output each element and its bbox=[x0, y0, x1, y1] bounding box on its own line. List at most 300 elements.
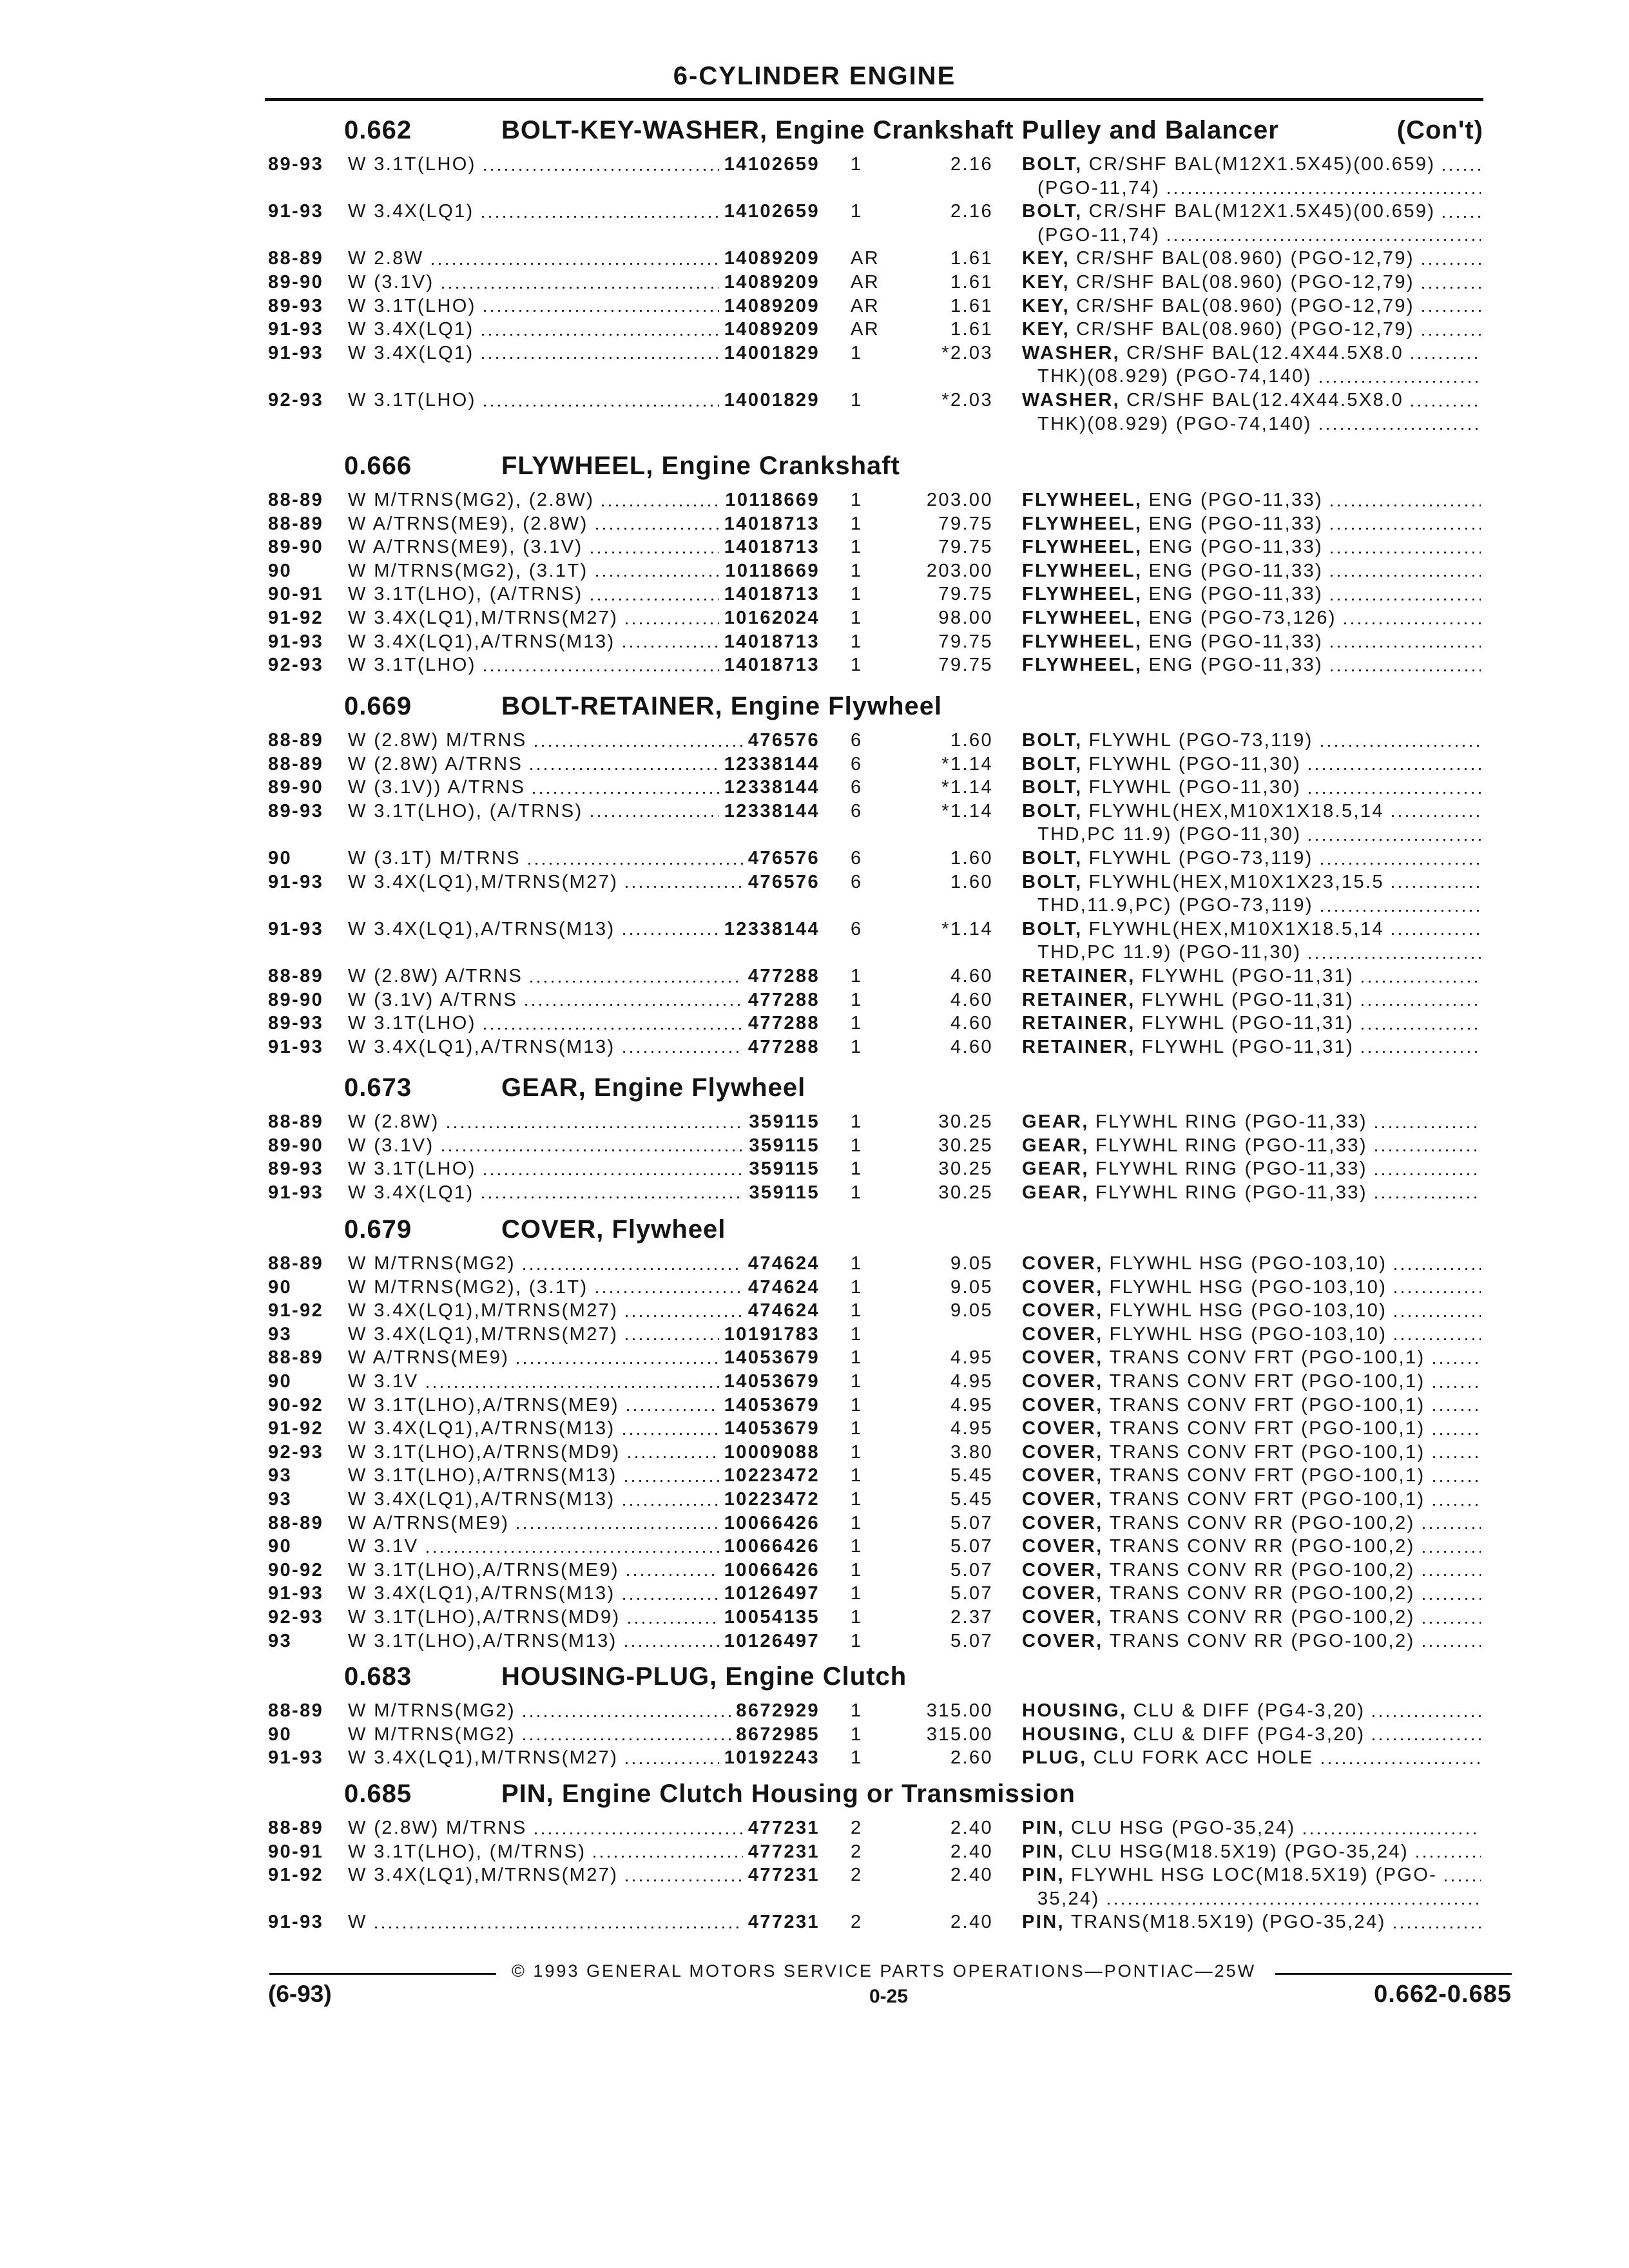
part-number: 14089209 bbox=[724, 248, 820, 269]
parts-row bbox=[0, 1464, 1629, 1488]
model-spec: W 3.1T(LHO) bbox=[348, 655, 476, 676]
model-part bbox=[348, 247, 820, 271]
description bbox=[1022, 1252, 1486, 1276]
quantity: 1 bbox=[851, 389, 863, 410]
parts-row bbox=[0, 1582, 1629, 1606]
model-part bbox=[348, 1346, 820, 1370]
description bbox=[1022, 512, 1486, 536]
description-continuation: THK)(08.929) (PGO-74,140) bbox=[1037, 366, 1312, 387]
description-text: FLYWHL (PGO-73,119) bbox=[1088, 847, 1313, 869]
description-label: FLYWHEEL, bbox=[1022, 490, 1142, 510]
price: 4.95 bbox=[950, 1347, 993, 1369]
description-label: KEY, bbox=[1022, 248, 1070, 269]
price: *1.14 bbox=[941, 753, 993, 774]
dot-leader bbox=[588, 814, 719, 818]
description-text: ENG (PGO-73,126) bbox=[1148, 607, 1336, 628]
model-spec: W A/TRNS(ME9), (3.1V) bbox=[348, 537, 583, 558]
description bbox=[1037, 412, 1486, 436]
part-number: 12338144 bbox=[724, 753, 820, 774]
description-text: CR/SHF BAL(M12X1.5X45)(00.659) bbox=[1088, 201, 1436, 222]
part-number: 12338144 bbox=[724, 777, 820, 798]
model-part bbox=[348, 1629, 820, 1653]
description-label: PLUG, bbox=[1022, 1747, 1087, 1769]
parts-row bbox=[0, 318, 1629, 341]
dot-leader bbox=[624, 1573, 719, 1577]
part-number: 14018713 bbox=[724, 655, 820, 676]
dot-leader bbox=[1420, 1550, 1481, 1553]
description bbox=[1022, 341, 1486, 365]
price: 4.95 bbox=[950, 1370, 993, 1392]
year-range: 91-92 bbox=[268, 1300, 324, 1321]
model-part bbox=[348, 1134, 820, 1158]
model-spec: W 3.4X(LQ1),M/TRNS(M27) bbox=[348, 871, 619, 892]
description-label: RETAINER, bbox=[1022, 1036, 1135, 1057]
dot-leader bbox=[481, 168, 719, 171]
description-label: PIN, bbox=[1022, 1912, 1065, 1933]
description bbox=[1037, 224, 1486, 247]
part-number: 10066426 bbox=[724, 1512, 820, 1533]
description-text: TRANS CONV RR (PGO-100,2) bbox=[1109, 1583, 1415, 1604]
description-text: CR/SHF BAL(08.960) (PGO-12,79) bbox=[1076, 319, 1414, 340]
price: 203.00 bbox=[926, 490, 993, 510]
dot-leader bbox=[623, 1314, 742, 1318]
description bbox=[1022, 1134, 1486, 1158]
dot-leader bbox=[621, 1503, 719, 1506]
section-header bbox=[0, 116, 1629, 153]
year-range: 90-92 bbox=[268, 1559, 324, 1581]
description-label: FLYWHEEL, bbox=[1022, 560, 1142, 581]
description-label: COVER, bbox=[1022, 1465, 1103, 1486]
model-part bbox=[348, 1110, 820, 1134]
part-number: 10126497 bbox=[724, 1630, 820, 1651]
quantity: 1 bbox=[851, 1630, 863, 1651]
dot-leader bbox=[439, 1149, 744, 1152]
quantity: 1 bbox=[851, 1300, 863, 1321]
model-part bbox=[348, 1559, 820, 1582]
description bbox=[1022, 630, 1486, 654]
quantity: 1 bbox=[851, 342, 863, 363]
parts-row bbox=[0, 1181, 1629, 1205]
quantity: AR bbox=[851, 271, 880, 293]
description-label: BOLT, bbox=[1022, 777, 1083, 798]
part-number: 14018713 bbox=[724, 513, 820, 534]
model-part bbox=[348, 389, 820, 412]
price: 203.00 bbox=[926, 560, 993, 581]
quantity: 1 bbox=[851, 513, 863, 534]
description bbox=[1022, 965, 1486, 988]
model-part bbox=[348, 294, 820, 318]
model-spec: W 3.4X(LQ1) bbox=[348, 201, 474, 222]
dot-leader bbox=[1370, 1715, 1481, 1718]
section-code: 0.679 bbox=[344, 1215, 412, 1244]
year-range: 88-89 bbox=[268, 730, 324, 751]
year-range: 90 bbox=[268, 1724, 293, 1745]
quantity: 1 bbox=[851, 1323, 863, 1345]
model-spec: W 3.1T(LHO) bbox=[348, 295, 476, 316]
parts-row bbox=[0, 847, 1629, 870]
quantity: 1 bbox=[851, 1135, 863, 1156]
description-label: RETAINER, bbox=[1022, 1013, 1135, 1034]
quantity: AR bbox=[851, 295, 880, 316]
catalog-section bbox=[0, 116, 1629, 436]
year-range: 88-89 bbox=[268, 1512, 324, 1533]
quantity: 1 bbox=[851, 1583, 863, 1604]
parts-row bbox=[0, 341, 1629, 365]
model-spec: W 3.4X(LQ1),M/TRNS(M27) bbox=[348, 1300, 619, 1321]
part-number: 14089209 bbox=[724, 271, 820, 293]
description-label: BOLT, bbox=[1022, 800, 1083, 822]
dot-leader bbox=[1373, 1196, 1481, 1199]
dot-leader bbox=[514, 1526, 718, 1530]
description-text: TRANS CONV FRT (PGO-100,1) bbox=[1109, 1370, 1425, 1392]
description-text: CR/SHF BAL(M12X1.5X45)(00.659) bbox=[1088, 154, 1436, 175]
price: 79.75 bbox=[938, 537, 993, 558]
parts-row bbox=[0, 776, 1629, 800]
year-range: 89-90 bbox=[268, 777, 324, 798]
model-spec: W 3.4X(LQ1) bbox=[348, 319, 474, 340]
year-range: 88-89 bbox=[268, 1700, 324, 1721]
description bbox=[1022, 1394, 1486, 1418]
item-range: 0.662-0.685 bbox=[1374, 1981, 1512, 2008]
model-spec: W 3.4X(LQ1),M/TRNS(M27) bbox=[348, 1323, 619, 1345]
quantity: 1 bbox=[851, 989, 863, 1010]
year-range: 91-93 bbox=[268, 1036, 324, 1057]
price: *1.14 bbox=[941, 918, 993, 939]
quantity: 1 bbox=[851, 1111, 863, 1132]
year-range: 90-91 bbox=[268, 1841, 324, 1862]
description-text: CR/SHF BAL(08.960) (PGO-12,79) bbox=[1076, 248, 1414, 269]
model-spec: W 3.1T(LHO),A/TRNS(M13) bbox=[348, 1630, 617, 1651]
model-spec: W 3.1V bbox=[348, 1370, 419, 1392]
description-label: BOLT, bbox=[1022, 730, 1083, 751]
dot-leader bbox=[523, 1003, 743, 1006]
dot-leader bbox=[1420, 1621, 1481, 1624]
description-label: COVER, bbox=[1022, 1370, 1103, 1392]
description-text: FLYWHL RING (PGO-11,33) bbox=[1095, 1158, 1367, 1180]
date-code: (6-93) bbox=[268, 1981, 332, 2007]
dot-leader bbox=[481, 669, 719, 672]
dot-leader bbox=[621, 645, 719, 648]
quantity: 1 bbox=[851, 490, 863, 510]
price: 1.60 bbox=[950, 871, 993, 892]
model-part bbox=[348, 630, 820, 654]
part-number: 10223472 bbox=[724, 1488, 820, 1510]
section-header bbox=[0, 1073, 1629, 1110]
model-part bbox=[348, 1464, 820, 1488]
description-text: CR/SHF BAL(08.960) (PGO-12,79) bbox=[1076, 271, 1414, 293]
description bbox=[1022, 582, 1486, 606]
description-text: FLYWHL HSG LOC(M18.5X19) (PGO- bbox=[1071, 1865, 1438, 1886]
model-part bbox=[348, 535, 820, 559]
model-spec: W 3.4X(LQ1),A/TRNS(M13) bbox=[348, 1418, 615, 1439]
model-spec: W 3.1T(LHO),A/TRNS(ME9) bbox=[348, 1559, 619, 1581]
model-spec: W M/TRNS(MG2) bbox=[348, 1700, 516, 1721]
description-text: CLU & DIFF (PG4-3,20) bbox=[1133, 1724, 1365, 1745]
part-number: 10054135 bbox=[724, 1606, 820, 1628]
price: *2.03 bbox=[941, 342, 993, 363]
description bbox=[1022, 1181, 1486, 1205]
part-number: 359115 bbox=[749, 1111, 820, 1132]
quantity: 1 bbox=[851, 1465, 863, 1486]
dot-leader bbox=[445, 1126, 744, 1129]
price: 4.95 bbox=[950, 1418, 993, 1439]
description bbox=[1022, 1441, 1486, 1465]
model-spec: W 3.4X(LQ1),M/TRNS(M27) bbox=[348, 1865, 619, 1886]
dot-leader bbox=[514, 1361, 718, 1365]
description-label: BOLT, bbox=[1022, 753, 1083, 774]
quantity: 1 bbox=[851, 584, 863, 605]
dot-leader bbox=[1328, 598, 1481, 601]
section-code: 0.666 bbox=[344, 452, 412, 480]
description bbox=[1022, 800, 1486, 823]
year-range: 90 bbox=[268, 1370, 293, 1392]
description-text: FLYWHL HSG (PGO-103,10) bbox=[1109, 1276, 1387, 1298]
description-label: COVER, bbox=[1022, 1347, 1103, 1369]
dot-leader bbox=[1359, 1003, 1481, 1006]
model-part bbox=[348, 1181, 820, 1205]
description-label: PIN, bbox=[1022, 1841, 1065, 1862]
description bbox=[1022, 1606, 1486, 1629]
quantity: 1 bbox=[851, 1036, 863, 1057]
year-range: 89-90 bbox=[268, 1135, 324, 1156]
model-spec: W 3.1T(LHO), (M/TRNS) bbox=[348, 1841, 586, 1862]
dot-leader bbox=[1359, 980, 1481, 983]
dot-leader bbox=[528, 767, 719, 771]
price: 1.60 bbox=[950, 730, 993, 751]
description-text: TRANS(M18.5X19) (PGO-35,24) bbox=[1071, 1912, 1386, 1933]
dot-leader bbox=[1420, 286, 1481, 289]
description-text: TRANS CONV FRT (PGO-100,1) bbox=[1109, 1418, 1425, 1439]
model-part bbox=[348, 1863, 820, 1887]
model-part bbox=[348, 918, 820, 941]
year-range: 88-89 bbox=[268, 490, 324, 510]
quantity: 2 bbox=[851, 1818, 863, 1838]
price: 1.61 bbox=[950, 248, 993, 269]
description-continuation: THD,PC 11.9) (PGO-11,30) bbox=[1037, 824, 1302, 845]
description bbox=[1022, 535, 1486, 559]
description-label: FLYWHEEL, bbox=[1022, 655, 1142, 676]
year-range: 89-93 bbox=[268, 154, 324, 175]
dot-leader bbox=[429, 262, 719, 265]
description bbox=[1022, 606, 1486, 630]
dot-leader bbox=[624, 1408, 719, 1412]
description-text: CR/SHF BAL(12.4X44.5X8.0 bbox=[1126, 342, 1404, 363]
model-spec: W M/TRNS(MG2) bbox=[348, 1724, 516, 1745]
parts-row bbox=[0, 870, 1629, 894]
dot-leader bbox=[1420, 309, 1481, 312]
dot-leader bbox=[532, 1832, 743, 1835]
dot-leader bbox=[621, 1050, 743, 1053]
part-number: 476576 bbox=[747, 871, 820, 892]
year-range: 93 bbox=[268, 1323, 293, 1345]
part-number: 477231 bbox=[747, 1841, 820, 1862]
footer-rule-right bbox=[1275, 1973, 1512, 1975]
part-number: 14053679 bbox=[724, 1394, 820, 1416]
description-label: COVER, bbox=[1022, 1630, 1103, 1651]
model-spec: W 3.1T(LHO), (A/TRNS) bbox=[348, 800, 583, 822]
year-range: 90 bbox=[268, 1536, 293, 1557]
description-text: FLYWHL HSG (PGO-103,10) bbox=[1109, 1323, 1387, 1345]
model-spec: W M/TRNS(MG2) bbox=[348, 1253, 516, 1274]
description bbox=[1037, 177, 1486, 200]
part-number: 477231 bbox=[747, 1818, 820, 1838]
quantity: 1 bbox=[851, 1253, 863, 1274]
description-label: FLYWHEEL, bbox=[1022, 513, 1142, 534]
parts-row bbox=[0, 512, 1629, 536]
price: 4.95 bbox=[950, 1394, 993, 1416]
year-range: 89-90 bbox=[268, 271, 324, 293]
description bbox=[1022, 729, 1486, 753]
year-range: 93 bbox=[268, 1630, 293, 1651]
year-range: 91-93 bbox=[268, 631, 324, 652]
parts-row bbox=[0, 1488, 1629, 1512]
description-continuation: (PGO-11,74) bbox=[1037, 224, 1161, 245]
dot-leader bbox=[526, 862, 743, 865]
part-number: 10191783 bbox=[724, 1323, 820, 1345]
model-spec: W 3.1T(LHO),A/TRNS(MD9) bbox=[348, 1441, 621, 1463]
dot-leader bbox=[1409, 404, 1481, 407]
price: 2.40 bbox=[950, 1841, 993, 1862]
price: 5.07 bbox=[950, 1583, 993, 1604]
model-part bbox=[348, 559, 820, 583]
part-number: 14053679 bbox=[724, 1418, 820, 1439]
part-number: 14001829 bbox=[724, 389, 820, 410]
dot-leader bbox=[1165, 238, 1481, 242]
model-part bbox=[348, 653, 820, 677]
dot-leader bbox=[1392, 1338, 1481, 1341]
description-label: BOLT, bbox=[1022, 201, 1083, 222]
price: 2.40 bbox=[950, 1912, 993, 1933]
description bbox=[1022, 247, 1486, 271]
parts-row bbox=[0, 1370, 1629, 1394]
description bbox=[1022, 918, 1486, 941]
dot-leader bbox=[532, 744, 743, 747]
description-text: FLYWHL (PGO-11,30) bbox=[1088, 753, 1302, 774]
dot-leader bbox=[372, 1926, 743, 1929]
model-spec: W (2.8W) A/TRNS bbox=[348, 753, 523, 774]
section-title: BOLT-KEY-WASHER, Engine Crankshaft Pulley and Balancer bbox=[501, 116, 1279, 144]
description bbox=[1022, 1346, 1486, 1370]
model-spec: W A/TRNS(ME9) bbox=[348, 1512, 510, 1533]
model-spec: W 3.4X(LQ1),A/TRNS(M13) bbox=[348, 631, 615, 652]
catalog-section bbox=[0, 692, 1629, 1059]
model-part bbox=[348, 1370, 820, 1394]
description-label: COVER, bbox=[1022, 1512, 1103, 1533]
year-range: 88-89 bbox=[268, 753, 324, 774]
model-part bbox=[348, 1035, 820, 1059]
description-text: TRANS CONV RR (PGO-100,2) bbox=[1109, 1559, 1415, 1581]
year-range: 92-93 bbox=[268, 1606, 324, 1628]
year-range: 88-89 bbox=[268, 1111, 324, 1132]
dot-leader bbox=[588, 598, 719, 601]
model-spec: W M/TRNS(MG2), (3.1T) bbox=[348, 1276, 588, 1298]
price: 315.00 bbox=[926, 1724, 993, 1745]
model-spec: W 3.4X(LQ1) bbox=[348, 1182, 474, 1203]
model-part bbox=[348, 200, 820, 224]
quantity: 6 bbox=[851, 847, 863, 869]
model-part bbox=[348, 1606, 820, 1629]
model-part bbox=[348, 271, 820, 294]
parts-row bbox=[0, 1863, 1629, 1887]
section-code: 0.669 bbox=[344, 692, 412, 720]
model-part bbox=[348, 965, 820, 988]
description-text: CLU FORK ACC HOLE bbox=[1093, 1747, 1314, 1769]
description-label: COVER, bbox=[1022, 1418, 1103, 1439]
dot-leader bbox=[521, 1715, 731, 1718]
quantity: 1 bbox=[851, 1488, 863, 1510]
parts-row bbox=[0, 1252, 1629, 1276]
model-spec: W 3.1T(LHO) bbox=[348, 389, 476, 410]
dot-leader bbox=[424, 1550, 719, 1553]
model-part bbox=[348, 800, 820, 823]
parts-row-continuation bbox=[0, 941, 1629, 965]
catalog-section bbox=[0, 452, 1629, 677]
description-label: PIN, bbox=[1022, 1818, 1065, 1838]
dot-leader bbox=[1392, 1291, 1481, 1294]
year-range: 88-89 bbox=[268, 1818, 324, 1838]
dot-leader bbox=[621, 1432, 719, 1436]
description bbox=[1022, 1157, 1486, 1181]
price: 5.07 bbox=[950, 1630, 993, 1651]
parts-row bbox=[0, 1840, 1629, 1864]
price: 79.75 bbox=[938, 631, 993, 652]
dot-leader bbox=[1328, 527, 1481, 530]
quantity: 1 bbox=[851, 965, 863, 986]
price: 2.40 bbox=[950, 1865, 993, 1886]
description-text: TRANS CONV FRT (PGO-100,1) bbox=[1109, 1394, 1425, 1416]
price: 9.05 bbox=[950, 1276, 993, 1298]
price: 5.45 bbox=[950, 1465, 993, 1486]
year-range: 91-93 bbox=[268, 1912, 324, 1933]
dot-leader bbox=[1306, 956, 1481, 959]
model-spec: W 3.1T(LHO) bbox=[348, 154, 476, 175]
price: 1.61 bbox=[950, 271, 993, 293]
year-range: 90 bbox=[268, 1276, 293, 1298]
dot-leader bbox=[623, 1762, 718, 1765]
price: 2.60 bbox=[950, 1747, 993, 1769]
model-part bbox=[348, 488, 820, 512]
part-number: 10192243 bbox=[724, 1747, 820, 1769]
description bbox=[1037, 894, 1486, 918]
model-part bbox=[348, 1910, 820, 1934]
price: 1.60 bbox=[950, 847, 993, 869]
parts-row bbox=[0, 1346, 1629, 1370]
dot-leader bbox=[621, 1597, 719, 1600]
model-part bbox=[348, 1417, 820, 1441]
price: *1.14 bbox=[941, 800, 993, 822]
parts-row bbox=[0, 247, 1629, 271]
description-label: GEAR, bbox=[1022, 1135, 1089, 1156]
model-part bbox=[348, 729, 820, 753]
model-part bbox=[348, 1012, 820, 1035]
dot-leader bbox=[1389, 885, 1481, 889]
description bbox=[1022, 389, 1486, 412]
year-range: 89-93 bbox=[268, 1158, 324, 1180]
year-range: 91-93 bbox=[268, 918, 324, 939]
quantity: 2 bbox=[851, 1912, 863, 1933]
dot-leader bbox=[1440, 168, 1481, 171]
description-text: ENG (PGO-11,33) bbox=[1148, 584, 1324, 605]
description bbox=[1022, 653, 1486, 677]
quantity: 6 bbox=[851, 753, 863, 774]
description bbox=[1037, 1887, 1486, 1911]
model-part bbox=[348, 341, 820, 365]
model-part bbox=[348, 318, 820, 341]
parts-row-continuation bbox=[0, 894, 1629, 918]
model-part bbox=[348, 1299, 820, 1323]
parts-row bbox=[0, 653, 1629, 677]
year-range: 91-93 bbox=[268, 1747, 324, 1769]
